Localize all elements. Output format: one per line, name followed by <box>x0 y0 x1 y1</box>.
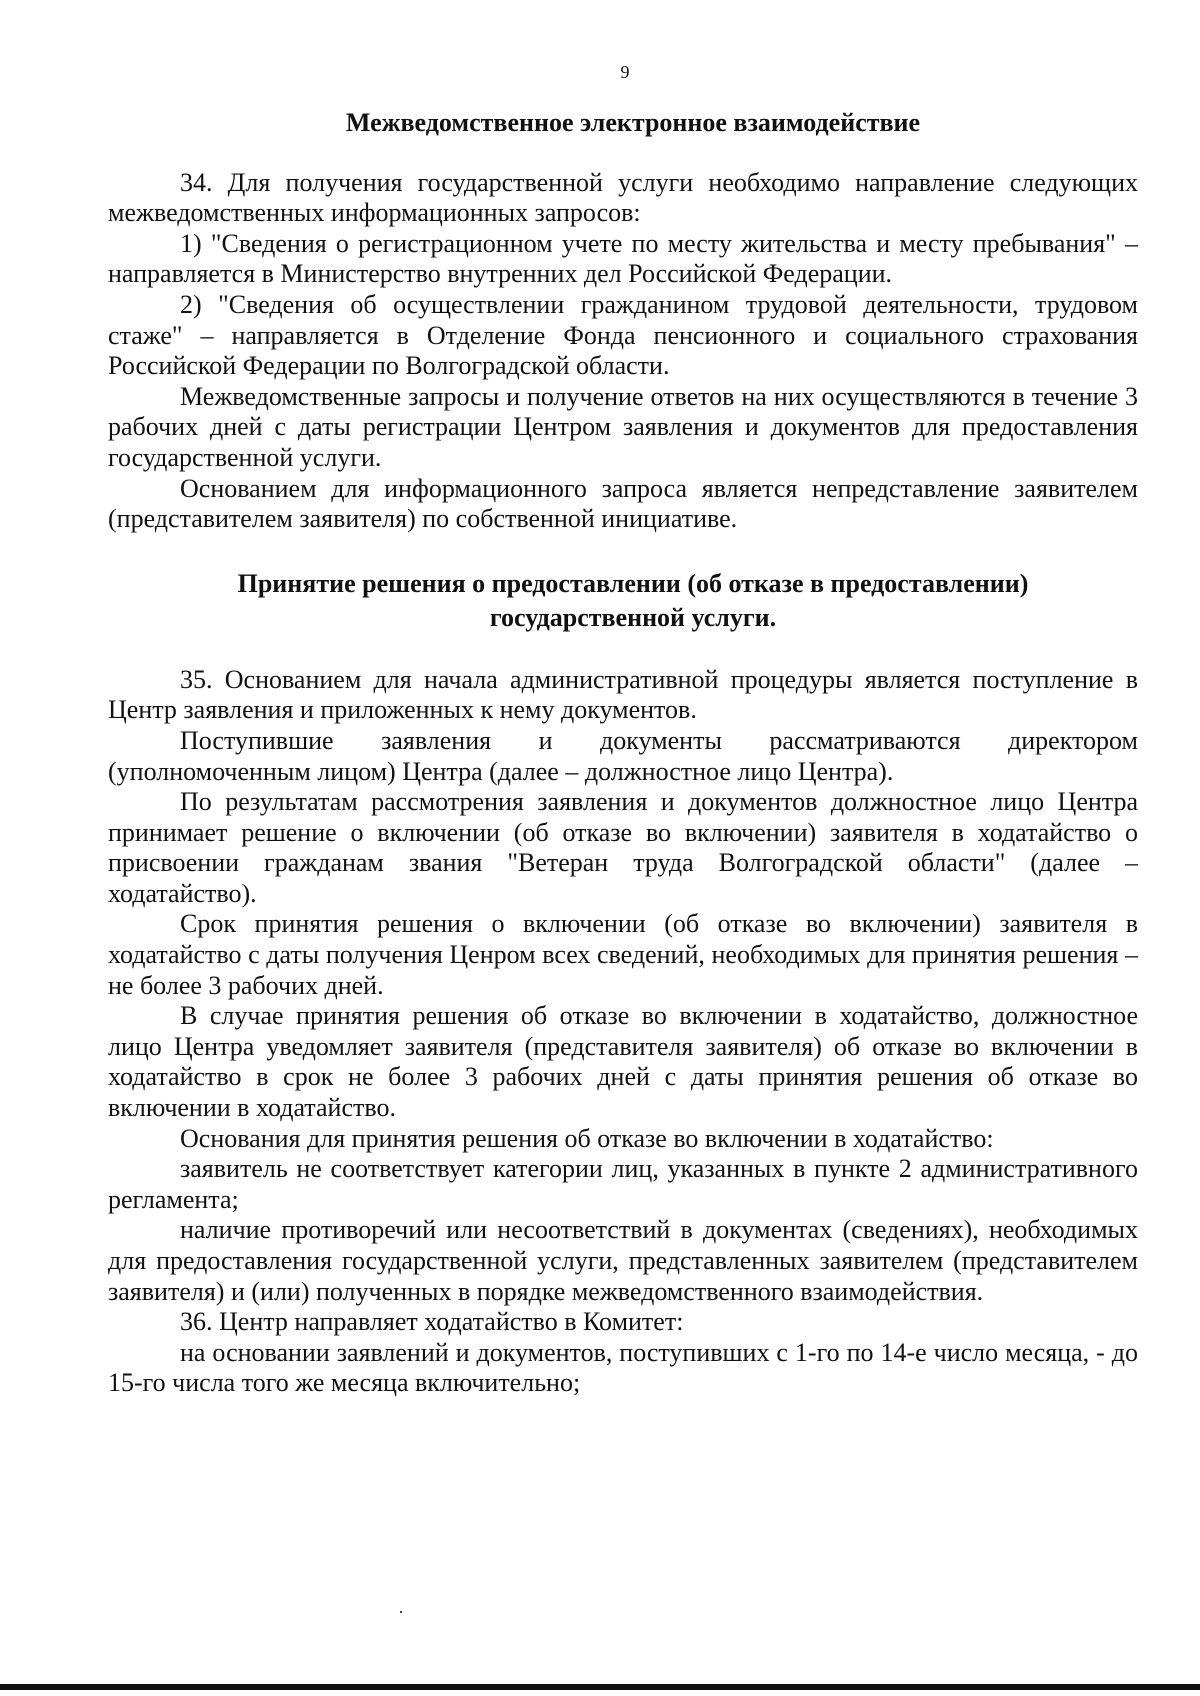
paragraph: 1) "Сведения о регистрационном учете по месту жительства и месту пребывания" – направляется в Министерство внутренних дел Российской Федерации. <box>108 228 1138 289</box>
paragraph: Основанием для информационного запроса является непредставление заявителем (представителем заявителя) по собственной инициативе. <box>108 473 1138 534</box>
section-heading-decision-line2: государственной услуги. <box>489 602 777 632</box>
scan-speck <box>400 1611 402 1613</box>
paragraph: Срок принятия решения о включении (об отказе во включении) заявителя в ходатайство с даты получения Ценром всех сведений, необходимых для принятия решения – не более 3 рабочих дней. <box>108 909 1138 1000</box>
section-heading-decision-line1: Принятие решения о предоставлении (об отказе в предоставлении) <box>237 568 1029 598</box>
section-heading-decision <box>108 567 1138 635</box>
scan-edge-border <box>0 1684 1200 1690</box>
paragraph: 36. Центр направляет ходатайство в Комитет: <box>180 1307 684 1337</box>
paragraph: заявитель не соответствует категории лиц, указанных в пункте 2 административного регламента; <box>108 1154 1138 1214</box>
paragraph: 2) "Сведения об осуществлении гражданином трудовой деятельности, трудовом стаже" – направляется в Отделение Фонда пенсионного и социального страхования Российской Федерации по Волгоградской области. <box>108 289 1138 381</box>
paragraph: Межведомственные запросы и получение ответов на них осуществляются в течение 3 рабочих дней с даты регистрации Центром заявления и документов для предоставления государственной услуги. <box>108 381 1138 472</box>
paragraph: Поступившие заявления и документы рассматриваются директором (уполномоченным лицом) Центра (далее – должностное лицо Центра). <box>108 725 1138 786</box>
paragraph: наличие противоречий или несоответствий в документах (сведениях), необходимых для предоставления государственной услуги, представленных заявителем (представителем заявителя) и (или) полученных в порядке межведомственного взаимодействия. <box>108 1215 1138 1306</box>
paragraph: на основании заявлений и документов, поступивших с 1-го по 14-е число месяца, - до 15-го числа того же месяца включительно; <box>108 1337 1138 1398</box>
page-number: 9 <box>620 62 630 82</box>
document-body <box>108 108 1138 1399</box>
paragraph: По результатам рассмотрения заявления и документов должностное лицо Центра принимает решение о включении (об отказе во включении) заявителя в ходатайство о присвоении гражданам звания "Ветеран труда Волгоградской области" (далее – ходатайство). <box>108 787 1138 908</box>
section-interagency <box>108 168 1138 535</box>
paragraph: Основания для принятия решения об отказе во включении в ходатайство: <box>180 1123 994 1153</box>
paragraph: 35. Основанием для начала административной процедуры является поступление в Центр заявления и приложенных к нему документов. <box>108 664 1138 725</box>
paragraph: В случае принятия решения об отказе во включении в ходатайство, должностное лицо Центра уведомляет заявителя (представителя заявителя) об отказе во включении в ходатайство в срок не более 3 рабочих дней с даты принятия решения об отказе во включении в ходатайство. <box>108 1001 1138 1123</box>
section-heading-interagency: Межведомственное электронное взаимодействие <box>345 108 921 137</box>
section-decision <box>108 665 1138 1399</box>
paragraph: 34. Для получения государственной услуги необходимо направление следующих межведомственных информационных запросов: <box>108 167 1138 228</box>
